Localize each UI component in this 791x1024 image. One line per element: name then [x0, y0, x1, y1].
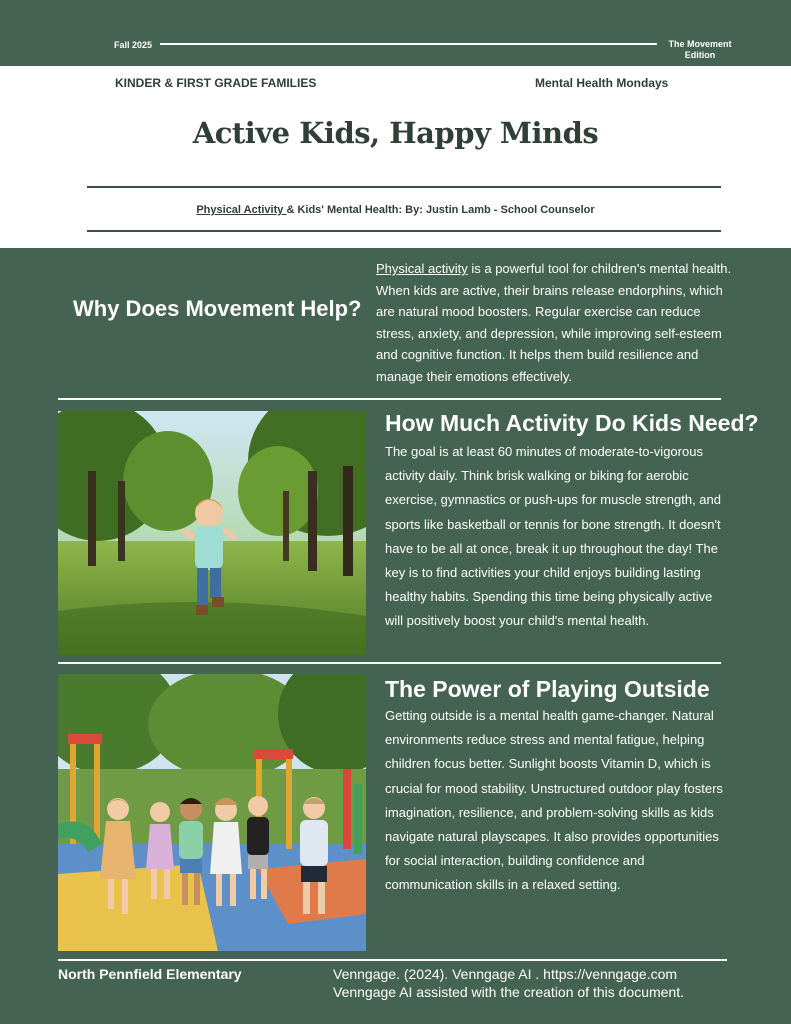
divider-1 [58, 398, 721, 400]
section-heading-activity: How Much Activity Do Kids Need? [385, 410, 759, 436]
byline [0, 204, 791, 216]
section-text-outside: Getting outside is a mental health game-changer. Natural environments reduce stress and mental fatigue, helping children focus better. Sunlight boosts Vitamin D, which is crucial for mood stability. Unstructured outdoor play fosters imagination, resilience, and problem-solving skills as kids navigate natural playscapes. It also provides opportunities for social interaction, building confidence and communication skills in a relaxed setting. [385, 708, 723, 893]
page-title: Active Kids, Happy Minds [192, 116, 599, 150]
physical-activity-link[interactable]: Physical activity [376, 261, 468, 276]
title-rule-top [87, 186, 721, 188]
divider-2 [58, 662, 721, 664]
edition-label [660, 39, 740, 61]
section-text-why [376, 258, 736, 388]
header-band [0, 66, 791, 248]
citation-text: Venngage. (2024). Venngage AI . https://venngage.com [333, 966, 678, 982]
edition-line-2: Edition [684, 50, 716, 60]
child-running-park-photo [58, 411, 366, 655]
section-text-activity: The goal is at least 60 minutes of moderate-to-vigorous activity daily. Think brisk walking or biking for aerobic exercise, gymnastics or push-ups for muscle strength, and sports like basketball or tennis for bone strength. It doesn't have to be all at once, break it up throughout the day! The key is to find activities your child enjoys building lasting healthy habits. Spending this time being physically active will positively boost your child's mental health. [385, 444, 721, 629]
ai-note-text: Venngage AI assisted with the creation of this document. [333, 984, 684, 1000]
footer-divider [58, 959, 727, 961]
edition-line-1: The Movement [668, 39, 732, 49]
issue-label: Fall 2025 [114, 40, 153, 50]
byline-link[interactable]: Physical Activity [196, 204, 287, 216]
series-label: Mental Health Mondays [535, 76, 669, 90]
byline-text: & Kids' Mental Health: By: Justin Lamb - School Counselor [286, 204, 595, 216]
audience-label: KINDER & FIRST GRADE FAMILIES [115, 76, 317, 90]
footer-credits [333, 965, 773, 1001]
top-divider [160, 43, 657, 45]
section-text-why-body: is a powerful tool for children's mental health. When kids are active, their brains release endorphins, which are natural mood boosters. Regular exercise can reduce stress, anxiety, and depression, while improving self-esteem and cognitive function. It helps them build resilience and manage their emotions effectively. [376, 261, 732, 384]
section-heading-outside: The Power of Playing Outside [385, 676, 710, 702]
title-rule-bottom [87, 230, 721, 232]
section-heading-why: Why Does Movement Help? [73, 296, 362, 321]
school-name: North Pennfield Elementary [58, 966, 242, 982]
kids-playground-photo [58, 674, 366, 951]
